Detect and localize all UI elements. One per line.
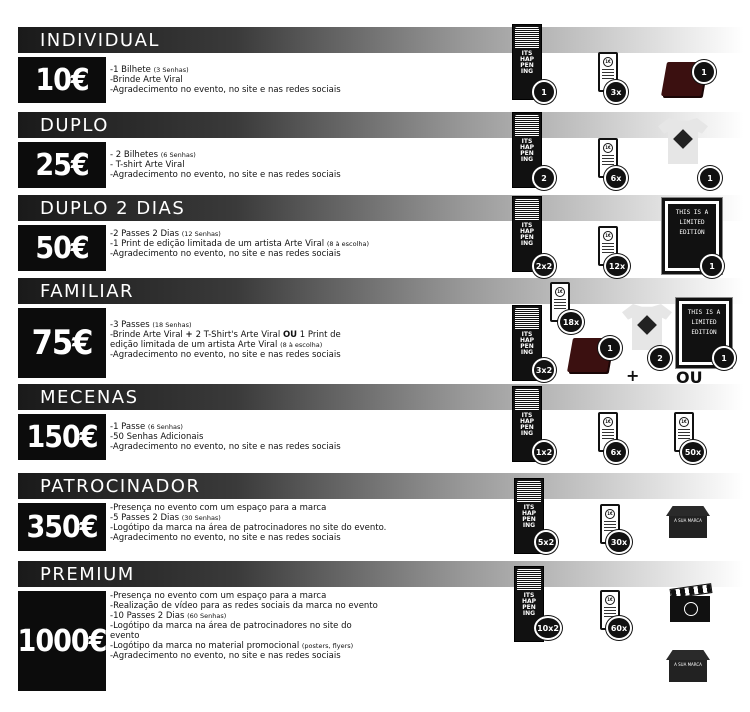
count-badge: 1 [698,166,722,190]
count-badge: 1 [598,336,622,360]
count-badge: 3x2 [532,358,556,382]
ticket-icon: ITS HAP PEN ING [512,112,542,188]
or-label: OU [676,368,703,387]
count-badge: 1x2 [532,440,556,464]
senha-icon: 1€ [598,52,618,92]
video-clapperboard-icon [670,586,710,622]
count-badge: 2 [532,166,556,190]
count-badge: 12x [604,254,630,278]
tier-description: -1 Passe (6 Senhas) -50 Senhas Adicionais -Agradecimento no evento, no site e nas redes sociais [110,422,341,452]
ticket-icon: ITS HAP PEN ING [514,566,544,642]
tier-price: 350€ [18,503,106,551]
senha-icon: 1€ [598,412,618,452]
senha-icon: 1€ [600,590,620,630]
count-badge: 18x [558,310,584,334]
tier-individual [18,27,744,105]
senha-icon: 1€ [598,226,618,266]
count-badge: 6x [604,440,628,464]
limited-print-icon: THIS IS A LIMITED EDITION [662,198,722,274]
count-badge: 50x [680,440,706,464]
tier-header [18,195,744,221]
brand-tent-icon: A SUA MARCA [666,650,710,680]
count-badge: 2 [648,346,672,370]
count-badge: 60x [606,616,632,640]
tier-description: -Presença no evento com um espaço para a marca -Realização de vídeo para as redes sociais da marca no evento -10 Passes 2 Dias (60 Senhas) -Logótipo da marca na área de patrocinadores no site do evento -Logótipo da marca no material promocional (posters, flyers) -Agradecimento no evento, no site e nas redes sociais [110,591,378,661]
count-badge: 1 [532,80,556,104]
tier-header [18,278,744,304]
tier-description: -3 Passes (18 Senhas) -Brinde Arte Viral + 2 T-Shirt's Arte Viral OU 1 Print de edição limitada de um artista Arte Viral (8 à escolha) -Agradecimento no evento, no site e nas redes sociais [110,320,341,360]
tier-price: 25€ [18,142,106,188]
tier-description: - 2 Bilhetes (6 Senhas) - T-shirt Arte Viral -Agradecimento no evento, no site e nas redes sociais [110,150,341,180]
tier-premium [18,561,744,691]
tier-description: -1 Bilhete (3 Senhas) -Brinde Arte Viral -Agradecimento no evento, no site e nas redes sociais [110,65,341,95]
tier-name: PREMIUM [40,564,135,585]
tier-mecenas [18,384,744,462]
ticket-icon: ITS HAP PEN ING [512,196,542,272]
count-badge: 2x2 [532,254,556,278]
tier-header [18,112,744,138]
tier-duplo-2-dias [18,195,744,273]
tier-price: 50€ [18,225,106,271]
ticket-icon: ITS HAP PEN ING [512,386,542,462]
tier-name: INDIVIDUAL [40,30,160,51]
tier-header [18,27,744,53]
tier-header [18,384,744,410]
senha-icon: 1€ [674,412,694,452]
tier-price: 75€ [18,308,106,378]
count-badge: 3x [604,80,628,104]
count-badge: 1 [712,346,736,370]
tier-name: PATROCINADOR [40,476,201,497]
senha-icon: 1€ [598,138,618,178]
count-badge: 1 [692,60,716,84]
tier-description: -2 Passes 2 Dias (12 Senhas) -1 Print de edição limitada de um artista Arte Viral (8 à escolha) -Agradecimento no evento, no site e nas redes sociais [110,229,370,259]
tier-price: 10€ [18,57,106,103]
tier-patrocinador [18,473,744,553]
count-badge: 10x2 [534,616,562,640]
count-badge: 1 [700,254,724,278]
count-badge: 5x2 [534,530,558,554]
count-badge: 6x [604,166,628,190]
tier-name: MECENAS [40,387,139,408]
tier-header [18,561,744,587]
tier-name: DUPLO [40,115,109,136]
ticket-icon: ITS HAP PEN ING [512,24,542,100]
limited-print-icon: THIS IS A LIMITED EDITION [676,298,732,368]
tier-price: 150€ [18,414,106,460]
ticket-icon: ITS HAP PEN ING [512,305,542,381]
tier-name: FAMILIAR [40,281,135,302]
tier-name: DUPLO 2 DIAS [40,198,186,219]
senha-icon: 1€ [550,282,570,322]
tier-description: -Presença no evento com um espaço para a marca -5 Passes 2 Dias (30 Senhas) -Logótipo da marca na área de patrocinadores no site do evento. -Agradecimento no evento, no site e nas redes sociais [110,503,387,543]
plus-sign: + [626,366,640,385]
brand-tent-icon: A SUA MARCA [666,506,710,536]
ticket-icon: ITS HAP PEN ING [514,478,544,554]
senha-icon: 1€ [600,504,620,544]
tier-header [18,473,744,499]
count-badge: 30x [606,530,632,554]
tier-price: 1000€ [18,591,106,691]
tier-duplo [18,112,744,190]
